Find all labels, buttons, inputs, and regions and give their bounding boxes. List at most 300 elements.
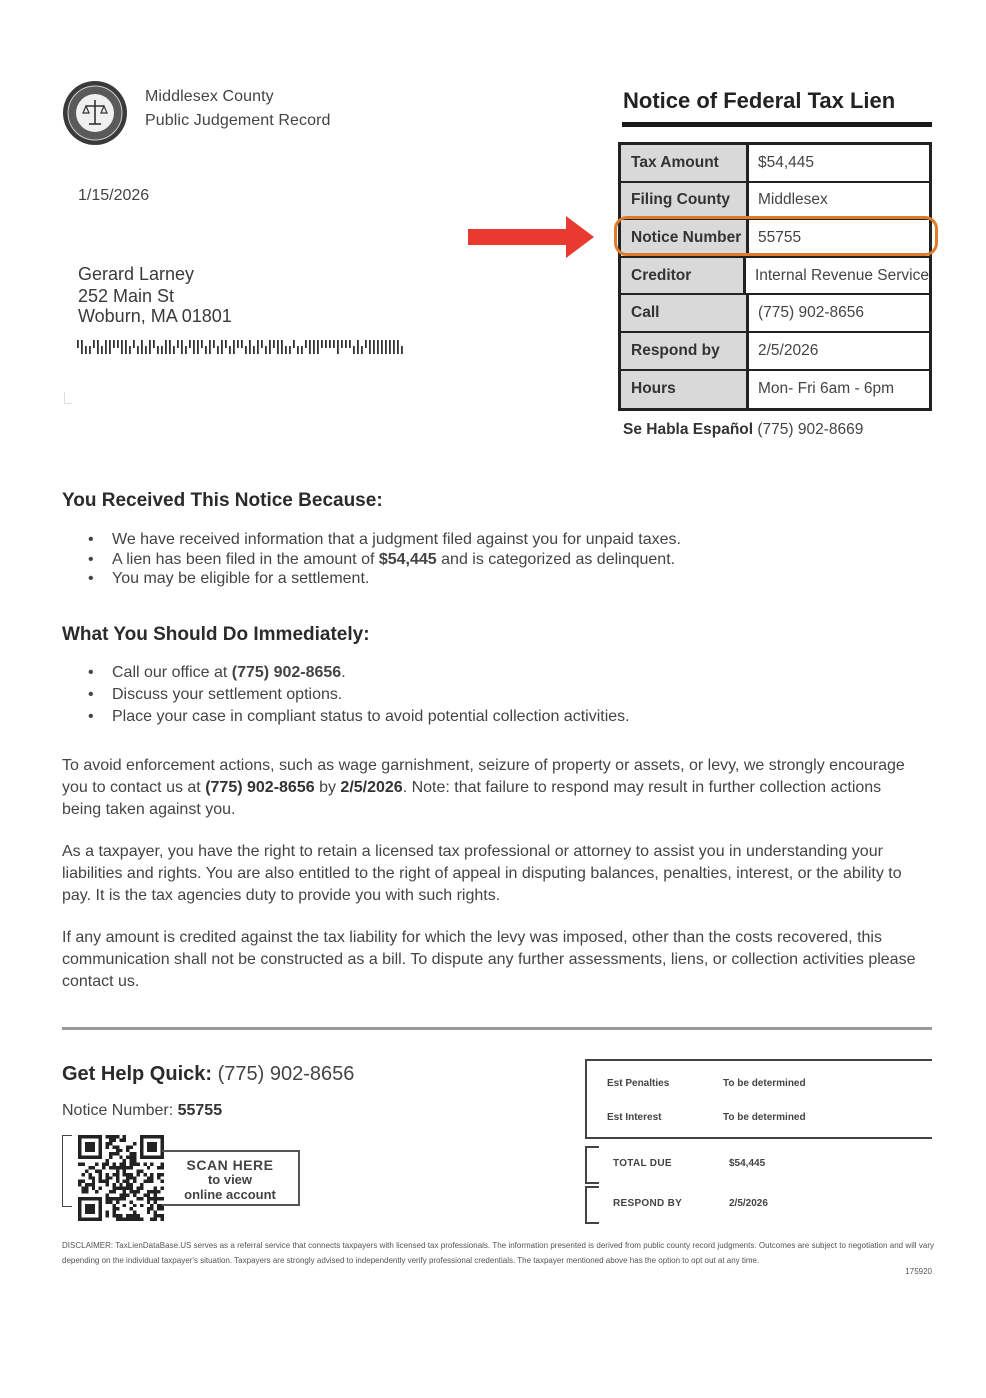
- qr-module: [112, 1211, 115, 1214]
- qr-module: [119, 1149, 122, 1152]
- red-arrow-icon: [468, 216, 594, 258]
- qr-module: [161, 1218, 164, 1221]
- est-penalties-label: Est Penalties: [607, 1078, 670, 1089]
- bracket-tick: [587, 1146, 599, 1148]
- list-item: [88, 684, 630, 706]
- qr-module: [95, 1169, 98, 1172]
- qr-module: [112, 1138, 115, 1141]
- barcode-bar: [317, 340, 319, 354]
- qr-module: [150, 1173, 153, 1176]
- qr-module: [136, 1214, 139, 1217]
- title-rule: [622, 122, 932, 127]
- qr-module: [143, 1163, 146, 1166]
- barcode-bar: [369, 340, 371, 354]
- qr-module: [126, 1173, 129, 1176]
- qr-module: [81, 1190, 84, 1193]
- qr-module: [116, 1176, 119, 1179]
- row-value: (775) 902-8656: [758, 304, 864, 322]
- total-due-label: TOTAL DUE: [613, 1158, 672, 1169]
- qr-module: [136, 1187, 139, 1190]
- qr-module: [88, 1176, 91, 1179]
- barcode-bar: [269, 340, 271, 354]
- qr-module: [116, 1145, 119, 1148]
- qr-module: [133, 1152, 136, 1155]
- qr-module: [112, 1166, 115, 1169]
- barcode-bar: [373, 340, 375, 354]
- barcode-bar: [245, 346, 247, 354]
- qr-module: [130, 1190, 133, 1193]
- row-value: 2/5/2026: [758, 341, 819, 359]
- scan-line-2: to view: [207, 1172, 253, 1187]
- qr-module: [85, 1187, 88, 1190]
- qr-module: [92, 1176, 95, 1179]
- qr-module: [78, 1183, 81, 1186]
- document-id: 175920: [905, 1267, 932, 1276]
- qr-module: [106, 1145, 109, 1148]
- spanish-phone: (775) 902-8669: [753, 421, 864, 438]
- barcode-bar: [305, 340, 307, 348]
- lien-summary-table: [618, 142, 932, 411]
- qr-module: [116, 1152, 119, 1155]
- qr-module: [119, 1193, 122, 1196]
- barcode-bar: [173, 346, 175, 354]
- qr-module: [106, 1211, 109, 1214]
- barcode-bar: [293, 340, 295, 348]
- p1-phone: (775) 902-8656: [205, 779, 315, 796]
- barcode-bar: [281, 340, 283, 354]
- qr-module: [109, 1200, 112, 1203]
- qr-module: [154, 1190, 157, 1193]
- bracket-tick: [587, 1222, 599, 1224]
- qr-module: [133, 1176, 136, 1179]
- row-label: Respond by: [621, 333, 749, 369]
- list-item: [88, 662, 630, 684]
- barcode-bar: [289, 346, 291, 354]
- p1-text-c: . Note: that failure to respond may result in further collection actions being taken against you.: [62, 779, 882, 818]
- qr-module: [99, 1173, 102, 1176]
- qr-module: [143, 1173, 146, 1176]
- qr-module: [126, 1149, 129, 1152]
- row-label: Filing County: [621, 183, 749, 219]
- qr-module: [81, 1187, 84, 1190]
- county-name: Middlesex County: [145, 88, 274, 105]
- barcode-bar: [93, 340, 95, 348]
- qr-module: [126, 1180, 129, 1183]
- qr-module: [119, 1187, 122, 1190]
- barcode-bar: [385, 340, 387, 354]
- reason-text-3: You may be eligible for a settlement.: [112, 570, 370, 587]
- qr-module: [123, 1218, 126, 1221]
- qr-module: [130, 1218, 133, 1221]
- lien-amount: $54,445: [378, 550, 437, 568]
- barcode-bar: [133, 340, 135, 348]
- qr-module: [150, 1180, 153, 1183]
- total-due-row: [585, 1146, 932, 1184]
- action-text-2: Discuss your settlement options.: [112, 686, 343, 703]
- barcode-bar: [309, 340, 311, 354]
- qr-module: [136, 1173, 139, 1176]
- qr-module: [123, 1190, 126, 1193]
- row-label: Creditor: [621, 258, 746, 294]
- qr-module: [147, 1166, 150, 1169]
- total-due-value: $54,445: [729, 1158, 766, 1169]
- qr-module: [85, 1169, 88, 1172]
- barcode-bar: [81, 340, 83, 354]
- qr-module: [112, 1214, 115, 1217]
- qr-module: [150, 1163, 153, 1166]
- qr-module: [106, 1163, 109, 1166]
- qr-module: [130, 1183, 133, 1186]
- qr-module: [126, 1187, 129, 1190]
- row-value: Mon- Fri 6am - 6pm: [758, 380, 895, 398]
- qr-module: [88, 1183, 91, 1186]
- barcode-bar: [349, 340, 351, 348]
- qr-module: [102, 1163, 105, 1166]
- qr-module: [150, 1176, 153, 1179]
- qr-module: [85, 1190, 88, 1193]
- qr-module: [112, 1135, 115, 1138]
- row-value: 55755: [758, 228, 802, 246]
- qr-module: [119, 1156, 122, 1159]
- qr-module: [147, 1197, 150, 1200]
- barcode-bar: [253, 346, 255, 354]
- barcode-bar: [197, 340, 199, 354]
- qr-module: [99, 1169, 102, 1172]
- qr-module: [119, 1218, 122, 1221]
- qr-module: [92, 1180, 95, 1183]
- est-interest-value: To be determined: [723, 1112, 806, 1123]
- qr-module: [130, 1200, 133, 1203]
- qr-module: [109, 1197, 112, 1200]
- qr-module: [157, 1204, 160, 1207]
- disclaimer-text: DISCLAIMER: TaxLienDataBase.US serves as a referral service that connects taxpayers with licensed tax professionals. The information presented is derived from public county record judgments. Outcomes are subject to negotiation and will vary depending on the individual taxpayer's situation. Taxpayers are strongly advised to independently verify professional credentials. The taxpayer mentioned above has the option to opt out at any time.: [62, 1241, 934, 1265]
- qr-module: [136, 1218, 139, 1221]
- qr-module: [95, 1190, 98, 1193]
- qr-module: [106, 1176, 109, 1179]
- qr-module: [147, 1211, 150, 1214]
- qr-module: [130, 1152, 133, 1155]
- qr-module: [109, 1152, 112, 1155]
- qr-module: [150, 1197, 153, 1200]
- qr-module: [147, 1207, 150, 1210]
- qr-module: [109, 1190, 112, 1193]
- est-penalties-value: To be determined: [723, 1078, 806, 1089]
- qr-module: [143, 1180, 146, 1183]
- barcode-bar: [325, 340, 327, 348]
- barcode-bar: [341, 340, 343, 348]
- est-penalties-row: [607, 1078, 932, 1089]
- qr-module: [147, 1180, 150, 1183]
- barcode-bar: [153, 340, 155, 348]
- qr-module: [133, 1142, 136, 1145]
- barcode-bar: [141, 340, 143, 354]
- spanish-label: Se Habla Español: [623, 421, 754, 438]
- qr-module: [126, 1166, 129, 1169]
- qr-module: [154, 1200, 157, 1203]
- table-row: [621, 258, 929, 296]
- corner-mark: [64, 392, 72, 404]
- bracket-tick: [587, 1182, 599, 1184]
- qr-module: [116, 1166, 119, 1169]
- qr-module: [140, 1183, 143, 1186]
- office-phone: (775) 902-8656: [231, 664, 342, 681]
- qr-module: [154, 1187, 157, 1190]
- barcode-bar: [329, 340, 331, 348]
- barcode-bar: [229, 346, 231, 354]
- barcode-bar: [161, 346, 163, 354]
- reason-list: [88, 530, 681, 589]
- qr-module: [116, 1180, 119, 1183]
- qr-module: [130, 1187, 133, 1190]
- qr-module: [119, 1197, 122, 1200]
- qr-module: [95, 1163, 98, 1166]
- reason-heading: You Received This Notice Because:: [62, 490, 383, 511]
- scan-line-1: SCAN HERE: [186, 1157, 274, 1173]
- notice-title: Notice of Federal Tax Lien: [623, 88, 896, 113]
- p1-text-a: To avoid enforcement actions, such as wage garnishment, seizure of property or assets, or levy, we strongly encourage you to contact us at: [62, 757, 905, 796]
- qr-module: [133, 1214, 136, 1217]
- qr-module: [119, 1214, 122, 1217]
- table-row: [621, 145, 929, 183]
- qr-module: [116, 1149, 119, 1152]
- qr-module: [157, 1173, 160, 1176]
- barcode-bar: [201, 340, 203, 348]
- qr-module: [123, 1169, 126, 1172]
- qr-module: [130, 1163, 133, 1166]
- qr-module: [119, 1163, 122, 1166]
- barcode-bar: [277, 340, 279, 354]
- qr-module: [130, 1159, 133, 1162]
- recipient-name: Gerard Larney: [78, 264, 195, 284]
- list-item: [88, 569, 681, 589]
- qr-module: [102, 1166, 105, 1169]
- qr-module: [130, 1156, 133, 1159]
- qr-module: [123, 1187, 126, 1190]
- section-divider: [62, 1027, 932, 1030]
- barcode-bar: [217, 346, 219, 354]
- barcode-bar: [85, 346, 87, 354]
- barcode-bar: [97, 340, 99, 354]
- barcode-bar: [401, 346, 403, 354]
- barcode-bar: [189, 340, 191, 348]
- barcode-bar: [233, 340, 235, 354]
- qr-module: [123, 1173, 126, 1176]
- row-value: Internal Revenue Service: [754, 266, 929, 284]
- qr-module: [88, 1166, 91, 1169]
- actions-list: [88, 662, 630, 728]
- qr-module: [116, 1218, 119, 1221]
- qr-module: [136, 1190, 139, 1193]
- barcode-bar: [297, 346, 299, 354]
- barcode-bar: [265, 346, 267, 354]
- qr-code-icon[interactable]: [77, 1135, 165, 1221]
- qr-module: [154, 1193, 157, 1196]
- est-interest-row: [607, 1112, 932, 1123]
- recipient-city: Woburn, MA 01801: [78, 306, 232, 326]
- barcode-bar: [357, 340, 359, 354]
- qr-module: [102, 1180, 105, 1183]
- qr-module: [99, 1180, 102, 1183]
- qr-module: [116, 1173, 119, 1176]
- qr-module: [140, 1197, 143, 1200]
- qr-module: [99, 1187, 102, 1190]
- qr-module: [130, 1166, 133, 1169]
- qr-module: [116, 1187, 119, 1190]
- qr-module: [112, 1187, 115, 1190]
- list-item: [88, 706, 630, 728]
- respond-by-value: 2/5/2026: [729, 1198, 768, 1209]
- qr-module: [99, 1176, 102, 1179]
- barcode-bar: [313, 340, 315, 354]
- qr-module: [161, 1207, 164, 1210]
- barcode-bar: [321, 340, 323, 348]
- p1-date: 2/5/2026: [340, 779, 403, 796]
- action-text-1a: Call our office at: [112, 664, 232, 681]
- qr-module: [123, 1180, 126, 1183]
- barcode-bar: [205, 346, 207, 354]
- qr-module: [133, 1211, 136, 1214]
- qr-module: [112, 1152, 115, 1155]
- barcode-bar: [105, 340, 107, 354]
- list-item: [88, 530, 681, 550]
- qr-module: [116, 1197, 119, 1200]
- notice-date: 1/15/2026: [78, 187, 150, 204]
- barcode-bar: [109, 340, 111, 354]
- barcode-bar: [121, 340, 123, 354]
- barcode-bar: [273, 340, 275, 348]
- qr-module: [157, 1166, 160, 1169]
- qr-module: [123, 1193, 126, 1196]
- qr-module: [154, 1214, 157, 1217]
- list-item: [88, 550, 681, 570]
- barcode-bar: [301, 346, 303, 354]
- qr-module: [119, 1138, 122, 1141]
- qr-module: [92, 1166, 95, 1169]
- help-line: [62, 1063, 354, 1086]
- spanish-line: [623, 421, 863, 439]
- qr-module: [106, 1200, 109, 1203]
- barcode-bar: [117, 340, 119, 348]
- qr-module: [123, 1159, 126, 1162]
- qr-module: [119, 1166, 122, 1169]
- qr-module: [123, 1163, 126, 1166]
- qr-module: [123, 1204, 126, 1207]
- qr-module: [140, 1218, 143, 1221]
- qr-module: [130, 1176, 133, 1179]
- qr-module: [123, 1166, 126, 1169]
- qr-module: [154, 1197, 157, 1200]
- qr-module: [133, 1159, 136, 1162]
- qr-module: [116, 1200, 119, 1203]
- table-row: [621, 333, 929, 371]
- qr-module: [109, 1176, 112, 1179]
- qr-module: [85, 1183, 88, 1186]
- barcode-bar: [261, 340, 263, 348]
- qr-module: [150, 1204, 153, 1207]
- qr-module: [112, 1204, 115, 1207]
- qr-module: [106, 1142, 109, 1145]
- barcode-bar: [389, 340, 391, 354]
- qr-module: [106, 1173, 109, 1176]
- postal-barcode: [77, 338, 407, 356]
- est-interest-label: Est Interest: [607, 1112, 662, 1123]
- qr-module: [106, 1214, 109, 1217]
- barcode-bar: [285, 346, 287, 354]
- qr-module: [119, 1183, 122, 1186]
- qr-module: [136, 1169, 139, 1172]
- scan-here-button[interactable]: [162, 1150, 300, 1206]
- row-label: Call: [621, 295, 749, 331]
- qr-module: [130, 1214, 133, 1217]
- qr-module: [157, 1190, 160, 1193]
- row-label: Hours: [621, 371, 749, 409]
- scan-line-3: online account: [184, 1187, 276, 1202]
- qr-module: [78, 1163, 81, 1166]
- qr-module: [116, 1169, 119, 1172]
- qr-module: [143, 1193, 146, 1196]
- qr-module: [106, 1159, 109, 1162]
- qr-module: [112, 1173, 115, 1176]
- table-row: [621, 371, 929, 409]
- notice-number-value: 55755: [177, 1102, 223, 1119]
- notice-number-label: Notice Number:: [62, 1102, 178, 1119]
- qr-module: [112, 1190, 115, 1193]
- qr-module: [116, 1214, 119, 1217]
- barcode-bar: [129, 346, 131, 354]
- qr-module: [130, 1173, 133, 1176]
- barcode-bar: [185, 346, 187, 354]
- table-row: [621, 183, 929, 221]
- barcode-bar: [393, 340, 395, 354]
- barcode-bar: [397, 340, 399, 354]
- qr-module: [140, 1169, 143, 1172]
- qr-module: [92, 1183, 95, 1186]
- qr-module: [133, 1190, 136, 1193]
- actions-heading: What You Should Do Immediately:: [62, 624, 370, 645]
- row-value: $54,445: [758, 153, 815, 171]
- barcode-bar: [113, 340, 115, 348]
- qr-module: [157, 1197, 160, 1200]
- rights-paragraph: As a taxpayer, you have the right to retain a licensed tax professional or attorney to assist you in understanding your liabilities and rights. You are also entitled to the right of appeal in disputing balances, penalties, interest, or the ability to pay. It is the tax agencies duty to provide you with such rights.: [62, 843, 902, 904]
- notice-number-highlight: [614, 216, 938, 256]
- qr-module: [109, 1135, 112, 1138]
- barcode-bar: [333, 340, 335, 348]
- barcode-bar: [377, 340, 379, 354]
- qr-module: [116, 1135, 119, 1138]
- barcode-bar: [257, 340, 259, 354]
- action-text-1b: .: [341, 664, 346, 681]
- barcode-bar: [241, 340, 243, 348]
- qr-module: [150, 1207, 153, 1210]
- estimates-box: [585, 1059, 932, 1139]
- p1-text-b: by: [314, 779, 341, 796]
- qr-module: [126, 1214, 129, 1217]
- qr-module: [147, 1193, 150, 1196]
- qr-module: [112, 1197, 115, 1200]
- qr-module: [112, 1163, 115, 1166]
- reason-text-2a: A lien has been filed in the amount of: [112, 550, 379, 568]
- barcode-bar: [345, 340, 347, 348]
- barcode-bar: [353, 346, 355, 354]
- barcode-bar: [89, 346, 91, 354]
- qr-module: [133, 1204, 136, 1207]
- qr-module: [161, 1214, 164, 1217]
- qr-module: [109, 1166, 112, 1169]
- help-phone: (775) 902-8656: [212, 1063, 355, 1085]
- recipient-street: 252 Main St: [78, 286, 175, 306]
- qr-module: [154, 1218, 157, 1221]
- qr-module: [140, 1187, 143, 1190]
